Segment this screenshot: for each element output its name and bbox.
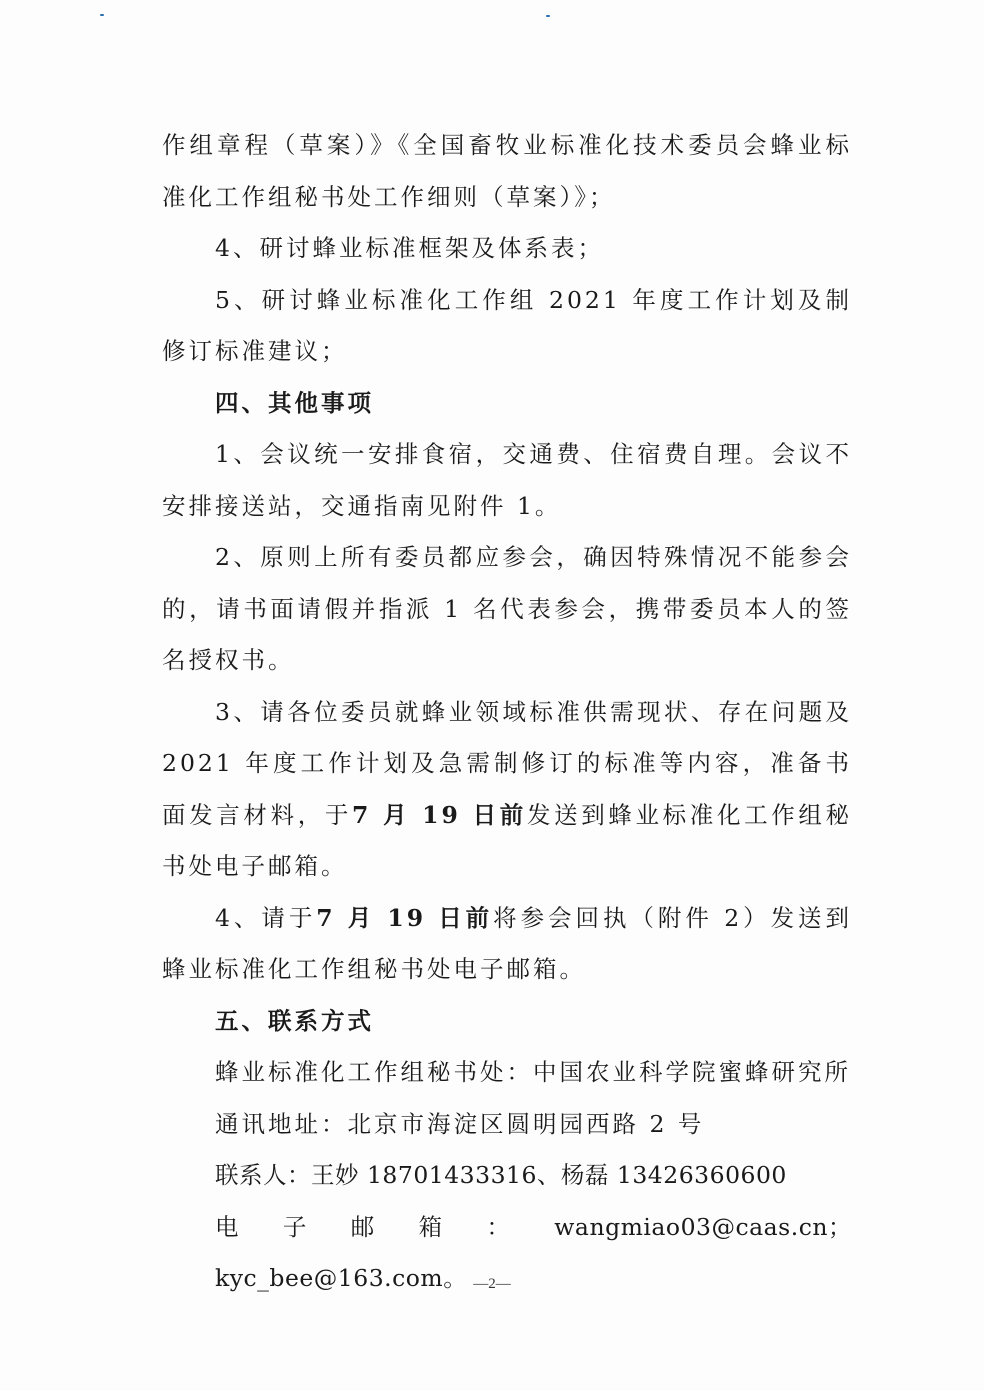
scan-speck [546,15,550,17]
list-item: 2、原则上所有委员都应参会，确因特殊情况不能参会的，请书面请假并指派 1 名代表参会，携带委员本人的签名授权书。 [162,543,852,674]
section-heading: 五、联系方式 [215,1006,374,1035]
item-text: 将参会回执（附件 2）发送到蜂业标准化工作组秘书处电子邮箱。 [162,903,852,983]
list-item: 1、会议统一安排食宿，交通费、住宿费自理。会议不安排接送站，交通指南见附件 1。 [162,440,852,520]
contact-organization: 蜂业标准化工作组秘书处：中国农业科学院蜜蜂研究所 [215,1058,851,1086]
document-body [162,120,852,1305]
list-item [162,687,852,893]
deadline-date: 7 月 19 日前 [316,903,494,932]
list-item [162,893,852,996]
item-text: 4、请于 [215,903,317,932]
item-text: 3、请各位委员就蜂业领域标准供需现状、存在问题及 2021 年度工作计划及急需制修订的标准等内容，准备书面发言材料，于 [162,697,852,829]
item-text: 发送到蜂业标准化工作组秘书处电子邮箱。 [162,800,853,880]
paragraph-continuation: 作组章程（草案）》《全国畜牧业标准化技术委员会蜂业标准化工作组秘书处工作细则（草案）》； [162,131,852,211]
contact-people: 联系人：王妙 18701433316、杨磊 13426360600 [215,1161,787,1189]
contact-address: 通讯地址：北京市海淀区圆明园西路 2 号 [215,1109,705,1138]
section-heading: 四、其他事项 [215,388,374,417]
page-number: —2— [473,1276,511,1292]
list-item: 4、研讨蜂业标准框架及体系表； [215,234,604,262]
scan-speck [100,14,104,16]
contact-email: 电子邮箱：wangmiao03@caas.cn；kyc_bee@163.com。 [215,1212,852,1292]
deadline-date: 7 月 19 日前 [352,800,527,829]
list-item: 5、研讨蜂业标准化工作组 2021 年度工作计划及制修订标准建议； [162,285,852,365]
